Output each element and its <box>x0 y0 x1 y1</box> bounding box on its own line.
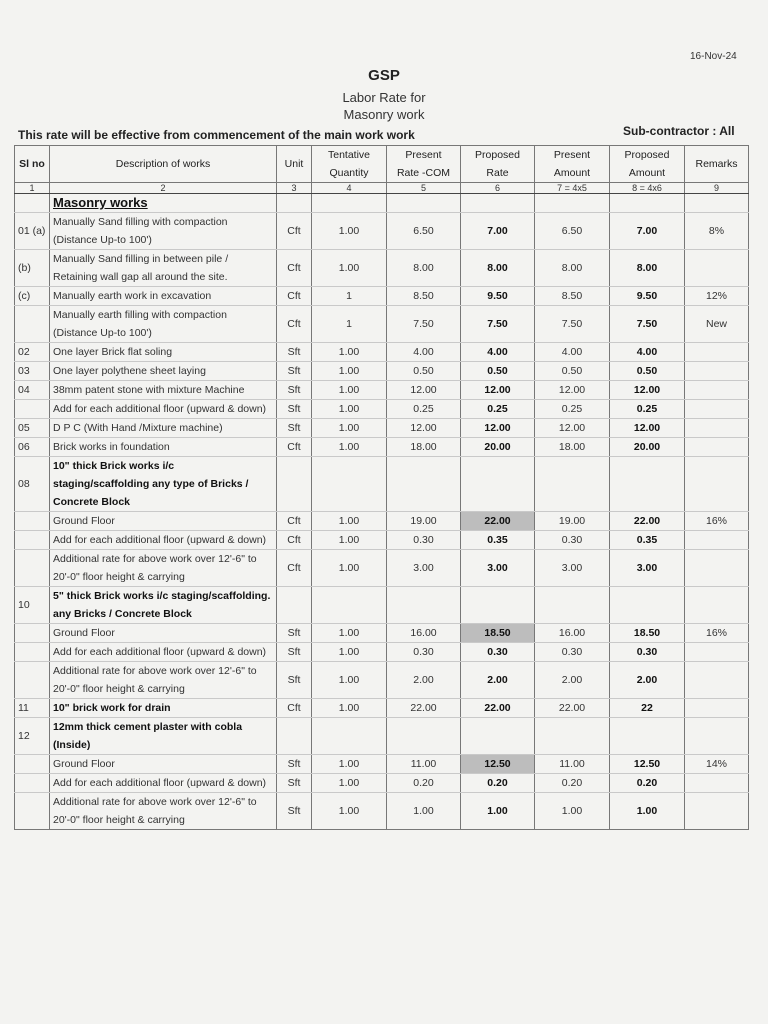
proposed-amount-cell: 12.50 <box>610 755 685 774</box>
col-number: 7 = 4x5 <box>535 183 610 194</box>
present-rate-cell: 0.20 <box>387 774 461 793</box>
remarks-cell: 14% <box>685 755 749 774</box>
proposed-amount-cell: 0.35 <box>610 531 685 550</box>
present-amount-cell: 8.50 <box>535 287 610 306</box>
unit-cell: Sft <box>277 419 312 438</box>
proposed-rate-cell <box>461 718 535 755</box>
present-amount-cell: 16.00 <box>535 624 610 643</box>
unit-cell: Cft <box>277 699 312 718</box>
unit-cell <box>277 457 312 512</box>
sl-cell <box>15 624 50 643</box>
sl-cell: 02 <box>15 343 50 362</box>
col-number: 3 <box>277 183 312 194</box>
description-cell: 5" thick Brick works i/c staging/scaffolding. any Bricks / Concrete Block <box>50 587 277 624</box>
quantity-cell: 1.00 <box>312 662 387 699</box>
proposed-rate-cell: 9.50 <box>461 287 535 306</box>
description-cell: Ground Floor <box>50 624 277 643</box>
present-amount-cell: 1.00 <box>535 793 610 830</box>
quantity-cell: 1.00 <box>312 531 387 550</box>
description-cell: Add for each additional floor (upward & down) <box>50 774 277 793</box>
quantity-cell: 1.00 <box>312 438 387 457</box>
col-header-quantity-1: Tentative <box>327 149 371 161</box>
remarks-cell: New <box>685 306 749 343</box>
description-cell: Ground Floor <box>50 755 277 774</box>
col-header-unit: Unit <box>277 146 312 183</box>
sl-cell: 05 <box>15 419 50 438</box>
present-amount-cell: 11.00 <box>535 755 610 774</box>
description-cell: One layer Brick flat soling <box>50 343 277 362</box>
table-row <box>15 287 749 306</box>
table-row <box>15 699 749 718</box>
present-amount-cell <box>535 587 610 624</box>
present-rate-cell: 4.00 <box>387 343 461 362</box>
unit-cell: Cft <box>277 438 312 457</box>
present-rate-cell: 22.00 <box>387 699 461 718</box>
table-row <box>15 213 749 250</box>
proposed-amount-cell: 20.00 <box>610 438 685 457</box>
present-amount-cell: 6.50 <box>535 213 610 250</box>
description-cell: Additional rate for above work over 12'-6" to 20'-0" floor height & carrying <box>50 550 277 587</box>
proposed-amount-cell: 2.00 <box>610 662 685 699</box>
unit-cell: Sft <box>277 343 312 362</box>
effective-note: This rate will be effective from commencement of the main work work <box>18 128 415 142</box>
proposed-rate-cell: 7.00 <box>461 213 535 250</box>
remarks-cell <box>685 250 749 287</box>
remarks-cell <box>685 643 749 662</box>
proposed-rate-cell: 0.30 <box>461 643 535 662</box>
proposed-amount-cell: 1.00 <box>610 793 685 830</box>
present-rate-cell: 2.00 <box>387 662 461 699</box>
table-row <box>15 624 749 643</box>
sl-cell: 03 <box>15 362 50 381</box>
sl-cell <box>15 755 50 774</box>
present-rate-cell: 11.00 <box>387 755 461 774</box>
sl-cell: 12 <box>15 718 50 755</box>
quantity-cell: 1.00 <box>312 419 387 438</box>
remarks-cell <box>685 550 749 587</box>
document-subtitle-1: Labor Rate for <box>342 90 426 105</box>
description-cell: 12mm thick cement plaster with cobla (Inside) <box>50 718 277 755</box>
proposed-rate-cell: 2.00 <box>461 662 535 699</box>
proposed-amount-cell: 12.00 <box>610 381 685 400</box>
table-row <box>15 400 749 419</box>
col-header-present-amount-2: Amount <box>553 167 591 179</box>
present-amount-cell <box>535 718 610 755</box>
description-cell: 10" thick Brick works i/c staging/scaffolding any type of Bricks / Concrete Block <box>50 457 277 512</box>
col-header-proposed-rate-2: Rate <box>486 167 509 179</box>
unit-cell: Sft <box>277 662 312 699</box>
col-number: 2 <box>50 183 277 194</box>
remarks-cell: 8% <box>685 213 749 250</box>
present-rate-cell: 0.25 <box>387 400 461 419</box>
col-header-slno: Sl no <box>15 146 50 183</box>
unit-cell: Sft <box>277 643 312 662</box>
present-amount-cell: 0.25 <box>535 400 610 419</box>
present-amount-cell: 0.30 <box>535 531 610 550</box>
sl-cell: 04 <box>15 381 50 400</box>
column-number-row <box>15 183 749 194</box>
table-row <box>15 587 749 624</box>
col-number: 5 <box>387 183 461 194</box>
remarks-cell <box>685 362 749 381</box>
table-row <box>15 793 749 830</box>
proposed-amount-cell: 0.50 <box>610 362 685 381</box>
description-cell: Add for each additional floor (upward & down) <box>50 531 277 550</box>
present-amount-cell: 19.00 <box>535 512 610 531</box>
proposed-amount-cell: 7.50 <box>610 306 685 343</box>
col-header-proposed-amount <box>610 146 685 183</box>
col-header-present-rate-1: Present <box>405 149 442 161</box>
proposed-rate-cell: 7.50 <box>461 306 535 343</box>
present-rate-cell: 12.00 <box>387 419 461 438</box>
quantity-cell: 1.00 <box>312 400 387 419</box>
quantity-cell: 1.00 <box>312 512 387 531</box>
unit-cell: Sft <box>277 624 312 643</box>
quantity-cell: 1.00 <box>312 755 387 774</box>
description-cell: Additional rate for above work over 12'-6" to 20'-0" floor height & carrying <box>50 662 277 699</box>
quantity-cell: 1.00 <box>312 362 387 381</box>
remarks-cell: 16% <box>685 512 749 531</box>
quantity-cell: 1 <box>312 306 387 343</box>
unit-cell: Cft <box>277 531 312 550</box>
unit-cell: Sft <box>277 362 312 381</box>
proposed-amount-cell: 0.20 <box>610 774 685 793</box>
unit-cell: Cft <box>277 306 312 343</box>
unit-cell <box>277 587 312 624</box>
proposed-amount-cell: 7.00 <box>610 213 685 250</box>
remarks-cell: 16% <box>685 624 749 643</box>
sl-cell <box>15 793 50 830</box>
sl-cell <box>15 662 50 699</box>
proposed-amount-cell: 0.25 <box>610 400 685 419</box>
col-number: 4 <box>312 183 387 194</box>
proposed-amount-cell: 12.00 <box>610 419 685 438</box>
proposed-rate-cell: 4.00 <box>461 343 535 362</box>
description-cell: One layer polythene sheet laying <box>50 362 277 381</box>
proposed-amount-cell <box>610 718 685 755</box>
table-row <box>15 550 749 587</box>
proposed-rate-cell: 0.25 <box>461 400 535 419</box>
proposed-rate-cell: 8.00 <box>461 250 535 287</box>
sl-cell <box>15 512 50 531</box>
table-row <box>15 438 749 457</box>
description-cell: 10" brick work for drain <box>50 699 277 718</box>
description-cell: Ground Floor <box>50 512 277 531</box>
present-amount-cell: 4.00 <box>535 343 610 362</box>
table-row <box>15 419 749 438</box>
remarks-cell <box>685 438 749 457</box>
remarks-cell: 12% <box>685 287 749 306</box>
present-rate-cell: 0.30 <box>387 531 461 550</box>
proposed-amount-cell: 3.00 <box>610 550 685 587</box>
remarks-cell <box>685 531 749 550</box>
sl-cell: (c) <box>15 287 50 306</box>
present-amount-cell: 0.30 <box>535 643 610 662</box>
remarks-cell <box>685 699 749 718</box>
present-rate-cell: 8.50 <box>387 287 461 306</box>
company-name: GSP <box>368 67 400 84</box>
col-header-present-amount-1: Present <box>553 149 591 161</box>
description-cell: Manually earth filling with compaction (Distance Up-to 100') <box>50 306 277 343</box>
unit-cell: Cft <box>277 512 312 531</box>
header-row <box>15 146 749 183</box>
present-amount-cell: 12.00 <box>535 381 610 400</box>
quantity-cell: 1.00 <box>312 793 387 830</box>
sl-cell: (b) <box>15 250 50 287</box>
description-cell: Manually Sand filling with compaction (Distance Up-to 100') <box>50 213 277 250</box>
present-rate-cell: 6.50 <box>387 213 461 250</box>
proposed-amount-cell <box>610 587 685 624</box>
col-header-quantity-2: Quantity <box>329 167 369 179</box>
present-amount-cell: 3.00 <box>535 550 610 587</box>
col-number: 8 = 4x6 <box>610 183 685 194</box>
proposed-amount-cell: 0.30 <box>610 643 685 662</box>
col-header-present-rate <box>387 146 461 183</box>
description-cell: Brick works in foundation <box>50 438 277 457</box>
table-row <box>15 306 749 343</box>
col-header-present-rate-2: Rate -COM <box>396 167 451 179</box>
sl-cell: 10 <box>15 587 50 624</box>
present-rate-cell: 8.00 <box>387 250 461 287</box>
description-cell: 38mm patent stone with mixture Machine <box>50 381 277 400</box>
proposed-rate-cell: 12.50 <box>461 755 535 774</box>
unit-cell: Cft <box>277 250 312 287</box>
proposed-rate-cell: 0.50 <box>461 362 535 381</box>
unit-cell: Sft <box>277 793 312 830</box>
remarks-cell <box>685 718 749 755</box>
proposed-amount-cell: 8.00 <box>610 250 685 287</box>
description-cell: Manually Sand filling in between pile / Retaining wall gap all around the site. <box>50 250 277 287</box>
present-rate-cell <box>387 718 461 755</box>
table-row <box>15 457 749 512</box>
quantity-cell: 1 <box>312 287 387 306</box>
table-row <box>15 755 749 774</box>
quantity-cell <box>312 718 387 755</box>
description-cell: D P C (With Hand /Mixture machine) <box>50 419 277 438</box>
col-header-description: Description of works <box>50 146 277 183</box>
col-header-remarks: Remarks <box>685 146 749 183</box>
present-rate-cell: 3.00 <box>387 550 461 587</box>
rate-table <box>14 145 749 830</box>
document-subtitle-2: Masonry work <box>343 107 425 122</box>
sl-cell <box>15 774 50 793</box>
unit-cell: Sft <box>277 400 312 419</box>
present-rate-cell: 0.50 <box>387 362 461 381</box>
unit-cell: Cft <box>277 550 312 587</box>
present-amount-cell: 18.00 <box>535 438 610 457</box>
present-rate-cell: 18.00 <box>387 438 461 457</box>
present-rate-cell: 19.00 <box>387 512 461 531</box>
present-rate-cell: 12.00 <box>387 381 461 400</box>
print-date: 16-Nov-24 <box>690 51 737 62</box>
sl-cell <box>15 531 50 550</box>
proposed-amount-cell <box>610 457 685 512</box>
quantity-cell: 1.00 <box>312 774 387 793</box>
remarks-cell <box>685 793 749 830</box>
remarks-cell <box>685 662 749 699</box>
proposed-rate-cell: 18.50 <box>461 624 535 643</box>
present-amount-cell: 0.50 <box>535 362 610 381</box>
present-rate-cell <box>387 457 461 512</box>
remarks-cell <box>685 774 749 793</box>
col-header-proposed-rate <box>461 146 535 183</box>
quantity-cell: 1.00 <box>312 381 387 400</box>
table-row <box>15 512 749 531</box>
quantity-cell <box>312 457 387 512</box>
proposed-rate-cell: 12.00 <box>461 381 535 400</box>
present-rate-cell: 16.00 <box>387 624 461 643</box>
col-header-proposed-amount-1: Proposed <box>624 149 670 161</box>
unit-cell <box>277 718 312 755</box>
remarks-cell <box>685 419 749 438</box>
proposed-rate-cell: 22.00 <box>461 699 535 718</box>
present-rate-cell: 1.00 <box>387 793 461 830</box>
present-amount-cell: 8.00 <box>535 250 610 287</box>
proposed-amount-cell: 4.00 <box>610 343 685 362</box>
col-header-proposed-amount-2: Amount <box>628 167 666 179</box>
col-header-proposed-rate-1: Proposed <box>475 149 520 161</box>
table-row <box>15 362 749 381</box>
sl-cell: 11 <box>15 699 50 718</box>
description-cell: Additional rate for above work over 12'-6" to 20'-0" floor height & carrying <box>50 793 277 830</box>
proposed-amount-cell: 18.50 <box>610 624 685 643</box>
quantity-cell: 1.00 <box>312 699 387 718</box>
description-cell: Add for each additional floor (upward & down) <box>50 400 277 419</box>
quantity-cell: 1.00 <box>312 643 387 662</box>
col-number: 1 <box>15 183 50 194</box>
unit-cell: Cft <box>277 287 312 306</box>
subcontractor-label: Sub-contractor : All <box>623 124 735 138</box>
col-header-quantity <box>312 146 387 183</box>
quantity-cell <box>312 587 387 624</box>
present-amount-cell: 2.00 <box>535 662 610 699</box>
present-amount-cell: 12.00 <box>535 419 610 438</box>
present-rate-cell <box>387 587 461 624</box>
sl-cell: 06 <box>15 438 50 457</box>
remarks-cell <box>685 343 749 362</box>
description-cell: Add for each additional floor (upward & down) <box>50 643 277 662</box>
col-number: 6 <box>461 183 535 194</box>
table-row <box>15 774 749 793</box>
remarks-cell <box>685 457 749 512</box>
sl-cell <box>15 643 50 662</box>
proposed-rate-cell: 22.00 <box>461 512 535 531</box>
unit-cell: Sft <box>277 381 312 400</box>
quantity-cell: 1.00 <box>312 250 387 287</box>
table-row <box>15 343 749 362</box>
present-amount-cell <box>535 457 610 512</box>
present-amount-cell: 7.50 <box>535 306 610 343</box>
sl-cell <box>15 400 50 419</box>
description-cell: Manually earth work in excavation <box>50 287 277 306</box>
table-row <box>15 662 749 699</box>
unit-cell: Sft <box>277 755 312 774</box>
table-row <box>15 250 749 287</box>
sl-cell <box>15 306 50 343</box>
proposed-rate-cell <box>461 587 535 624</box>
proposed-rate-cell: 0.20 <box>461 774 535 793</box>
proposed-amount-cell: 9.50 <box>610 287 685 306</box>
col-number: 9 <box>685 183 749 194</box>
unit-cell: Cft <box>277 213 312 250</box>
present-amount-cell: 22.00 <box>535 699 610 718</box>
present-amount-cell: 0.20 <box>535 774 610 793</box>
quantity-cell: 1.00 <box>312 624 387 643</box>
section-row <box>15 194 749 213</box>
table-row <box>15 718 749 755</box>
proposed-rate-cell: 0.35 <box>461 531 535 550</box>
present-rate-cell: 7.50 <box>387 306 461 343</box>
section-title: Masonry works <box>50 194 277 213</box>
quantity-cell: 1.00 <box>312 213 387 250</box>
proposed-rate-cell: 12.00 <box>461 419 535 438</box>
table-row <box>15 643 749 662</box>
table-row <box>15 531 749 550</box>
quantity-cell: 1.00 <box>312 550 387 587</box>
sl-cell: 08 <box>15 457 50 512</box>
remarks-cell <box>685 381 749 400</box>
table-row <box>15 381 749 400</box>
present-rate-cell: 0.30 <box>387 643 461 662</box>
proposed-rate-cell: 20.00 <box>461 438 535 457</box>
quantity-cell: 1.00 <box>312 343 387 362</box>
proposed-amount-cell: 22 <box>610 699 685 718</box>
unit-cell: Sft <box>277 774 312 793</box>
sl-cell <box>15 550 50 587</box>
sl-cell: 01 (a) <box>15 213 50 250</box>
proposed-amount-cell: 22.00 <box>610 512 685 531</box>
proposed-rate-cell <box>461 457 535 512</box>
proposed-rate-cell: 3.00 <box>461 550 535 587</box>
col-header-present-amount <box>535 146 610 183</box>
remarks-cell <box>685 587 749 624</box>
proposed-rate-cell: 1.00 <box>461 793 535 830</box>
remarks-cell <box>685 400 749 419</box>
